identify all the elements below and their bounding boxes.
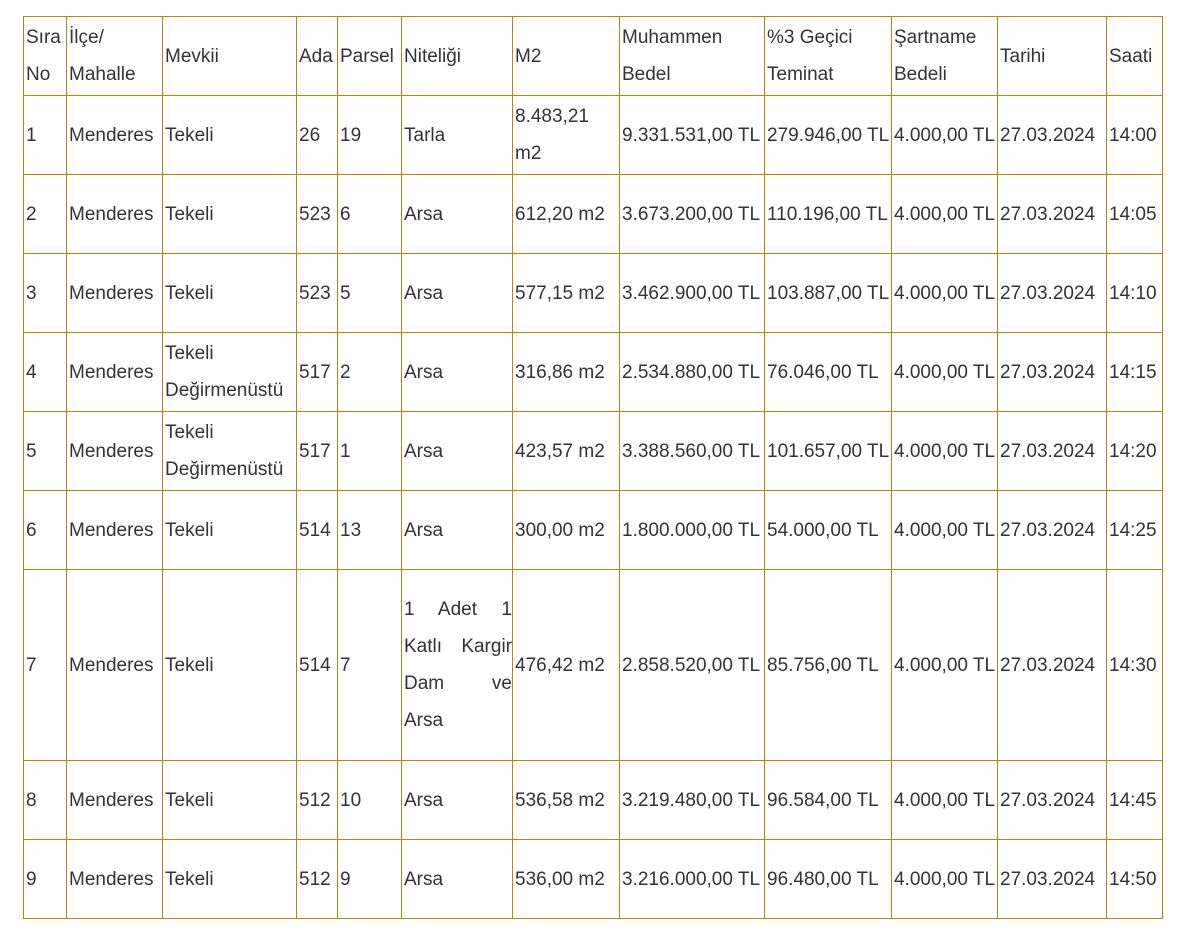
cell-ada: 26 [297, 96, 338, 175]
cell-sartname-bedeli: 4.000,00 TL [892, 96, 998, 175]
cell-m2: 612,20 m2 [513, 175, 620, 254]
cell-parsel: 19 [338, 96, 402, 175]
cell-parsel: 10 [338, 761, 402, 840]
cell-m2: 577,15 m2 [513, 254, 620, 333]
cell-mevkii: Tekeli [163, 254, 297, 333]
cell-gecici-teminat: 101.657,00 TL [765, 412, 892, 491]
header-cell-parsel: Parsel [338, 17, 402, 96]
cell-sira-no: 6 [24, 491, 67, 570]
cell-ada: 512 [297, 840, 338, 919]
cell-sira-no: 4 [24, 333, 67, 412]
cell-ada: 517 [297, 412, 338, 491]
cell-m2: 536,00 m2 [513, 840, 620, 919]
cell-tarihi: 27.03.2024 [998, 840, 1107, 919]
cell-saati: 14:10 [1107, 254, 1163, 333]
cell-niteligi: 1 Adet 1 Katlı Kargir Dam ve Arsa [402, 570, 513, 761]
header-cell-ada: Ada [297, 17, 338, 96]
cell-ilce: Menderes [67, 175, 163, 254]
cell-sira-no: 2 [24, 175, 67, 254]
cell-sira-no: 5 [24, 412, 67, 491]
table-row [24, 761, 1163, 840]
table-row [24, 254, 1163, 333]
cell-parsel: 6 [338, 175, 402, 254]
cell-tarihi: 27.03.2024 [998, 761, 1107, 840]
cell-mevkii: Tekeli [163, 175, 297, 254]
cell-saati: 14:00 [1107, 96, 1163, 175]
cell-sartname-bedeli: 4.000,00 TL [892, 491, 998, 570]
cell-gecici-teminat: 76.046,00 TL [765, 333, 892, 412]
cell-sira-no: 3 [24, 254, 67, 333]
cell-ada: 517 [297, 333, 338, 412]
cell-mevkii: Tekeli [163, 491, 297, 570]
cell-muhammen-bedel: 3.388.560,00 TL [620, 412, 765, 491]
cell-sartname-bedeli: 4.000,00 TL [892, 840, 998, 919]
cell-ilce: Menderes [67, 570, 163, 761]
cell-sartname-bedeli: 4.000,00 TL [892, 175, 998, 254]
header-cell-niteligi: Niteliği [402, 17, 513, 96]
table-row [24, 333, 1163, 412]
header-cell-sira-no: Sıra No [24, 17, 67, 96]
cell-niteligi: Arsa [402, 491, 513, 570]
cell-muhammen-bedel: 3.216.000,00 TL [620, 840, 765, 919]
header-cell-saati: Saati [1107, 17, 1163, 96]
cell-saati: 14:25 [1107, 491, 1163, 570]
cell-mevkii: Tekeli [163, 840, 297, 919]
cell-tarihi: 27.03.2024 [998, 333, 1107, 412]
cell-gecici-teminat: 54.000,00 TL [765, 491, 892, 570]
cell-m2: 423,57 m2 [513, 412, 620, 491]
cell-sira-no: 7 [24, 570, 67, 761]
cell-parsel: 2 [338, 333, 402, 412]
cell-muhammen-bedel: 1.800.000,00 TL [620, 491, 765, 570]
table-row [24, 412, 1163, 491]
cell-mevkii: Tekeli [163, 761, 297, 840]
cell-muhammen-bedel: 3.462.900,00 TL [620, 254, 765, 333]
cell-niteligi: Tarla [402, 96, 513, 175]
cell-m2: 476,42 m2 [513, 570, 620, 761]
cell-niteligi: Arsa [402, 175, 513, 254]
cell-tarihi: 27.03.2024 [998, 254, 1107, 333]
header-cell-gecici-teminat: %3 Geçici Teminat [765, 17, 892, 96]
cell-muhammen-bedel: 9.331.531,00 TL [620, 96, 765, 175]
cell-muhammen-bedel: 3.673.200,00 TL [620, 175, 765, 254]
table-row [24, 491, 1163, 570]
cell-saati: 14:15 [1107, 333, 1163, 412]
cell-ada: 514 [297, 570, 338, 761]
cell-sartname-bedeli: 4.000,00 TL [892, 570, 998, 761]
cell-saati: 14:50 [1107, 840, 1163, 919]
cell-sartname-bedeli: 4.000,00 TL [892, 333, 998, 412]
cell-ilce: Menderes [67, 96, 163, 175]
table-row [24, 840, 1163, 919]
cell-ilce: Menderes [67, 412, 163, 491]
ihale-table [23, 16, 1163, 919]
cell-sira-no: 9 [24, 840, 67, 919]
cell-ilce: Menderes [67, 840, 163, 919]
cell-saati: 14:45 [1107, 761, 1163, 840]
cell-niteligi: Arsa [402, 333, 513, 412]
cell-niteligi: Arsa [402, 412, 513, 491]
cell-ilce: Menderes [67, 491, 163, 570]
cell-niteligi: Arsa [402, 761, 513, 840]
header-cell-m2: M2 [513, 17, 620, 96]
cell-sira-no: 1 [24, 96, 67, 175]
cell-muhammen-bedel: 2.858.520,00 TL [620, 570, 765, 761]
cell-gecici-teminat: 85.756,00 TL [765, 570, 892, 761]
cell-mevkii: Tekeli Değirmenüstü [163, 412, 297, 491]
cell-muhammen-bedel: 3.219.480,00 TL [620, 761, 765, 840]
cell-niteligi: Arsa [402, 840, 513, 919]
cell-tarihi: 27.03.2024 [998, 491, 1107, 570]
header-row [24, 17, 1163, 96]
cell-ada: 523 [297, 254, 338, 333]
header-cell-tarihi: Tarihi [998, 17, 1107, 96]
cell-muhammen-bedel: 2.534.880,00 TL [620, 333, 765, 412]
cell-gecici-teminat: 110.196,00 TL [765, 175, 892, 254]
cell-m2: 536,58 m2 [513, 761, 620, 840]
table-row [24, 175, 1163, 254]
cell-mevkii: Tekeli [163, 96, 297, 175]
cell-gecici-teminat: 96.480,00 TL [765, 840, 892, 919]
cell-gecici-teminat: 279.946,00 TL [765, 96, 892, 175]
cell-saati: 14:30 [1107, 570, 1163, 761]
cell-sartname-bedeli: 4.000,00 TL [892, 761, 998, 840]
cell-parsel: 13 [338, 491, 402, 570]
header-cell-sartname-bedeli: Şartname Bedeli [892, 17, 998, 96]
cell-ilce: Menderes [67, 761, 163, 840]
cell-gecici-teminat: 96.584,00 TL [765, 761, 892, 840]
cell-tarihi: 27.03.2024 [998, 570, 1107, 761]
table-row [24, 96, 1163, 175]
cell-m2: 8.483,21 m2 [513, 96, 620, 175]
cell-sartname-bedeli: 4.000,00 TL [892, 254, 998, 333]
cell-tarihi: 27.03.2024 [998, 175, 1107, 254]
cell-sartname-bedeli: 4.000,00 TL [892, 412, 998, 491]
cell-mevkii: Tekeli [163, 570, 297, 761]
cell-parsel: 5 [338, 254, 402, 333]
table-row [24, 570, 1163, 761]
cell-tarihi: 27.03.2024 [998, 412, 1107, 491]
cell-parsel: 9 [338, 840, 402, 919]
cell-ilce: Menderes [67, 333, 163, 412]
cell-parsel: 7 [338, 570, 402, 761]
cell-gecici-teminat: 103.887,00 TL [765, 254, 892, 333]
cell-m2: 316,86 m2 [513, 333, 620, 412]
cell-ada: 512 [297, 761, 338, 840]
cell-ada: 514 [297, 491, 338, 570]
header-cell-ilce-mahalle: İlçe/ Mahalle [67, 17, 163, 96]
cell-niteligi: Arsa [402, 254, 513, 333]
cell-parsel: 1 [338, 412, 402, 491]
header-cell-muhammen-bedel: Muhammen Bedel [620, 17, 765, 96]
cell-ada: 523 [297, 175, 338, 254]
cell-tarihi: 27.03.2024 [998, 96, 1107, 175]
cell-ilce: Menderes [67, 254, 163, 333]
cell-m2: 300,00 m2 [513, 491, 620, 570]
header-cell-mevkii: Mevkii [163, 17, 297, 96]
cell-saati: 14:20 [1107, 412, 1163, 491]
cell-saati: 14:05 [1107, 175, 1163, 254]
cell-mevkii: Tekeli Değirmenüstü [163, 333, 297, 412]
cell-sira-no: 8 [24, 761, 67, 840]
